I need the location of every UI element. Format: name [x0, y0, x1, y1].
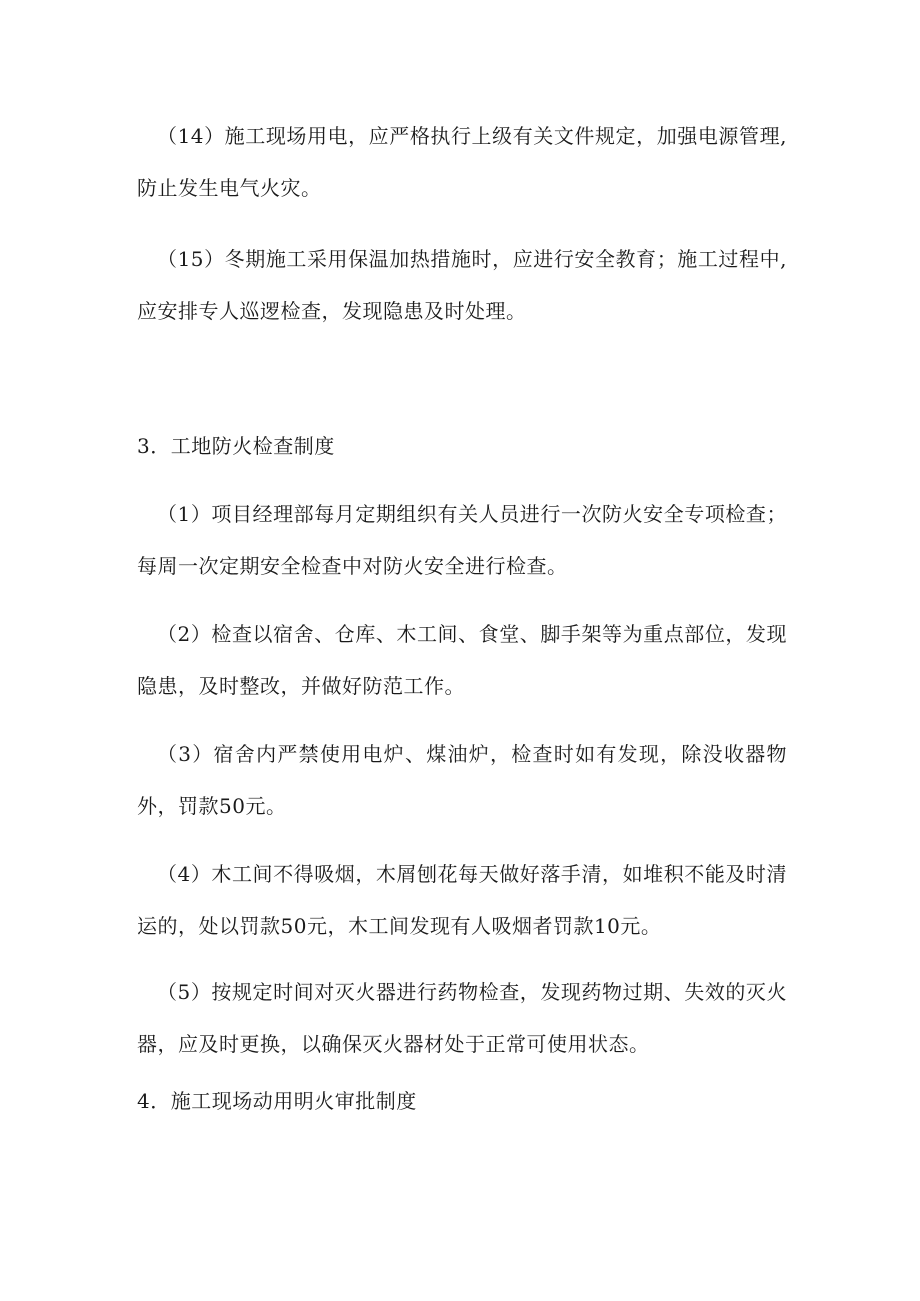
section3-item-1: （1）项目经理部每月定期组织有关人员进行一次防火安全专项检查；每周一次定期安全检查中对防火安全进行检查。: [137, 502, 787, 578]
section3-item-4: （4）木工间不得吸烟，木屑刨花每天做好落手清，如堆积不能及时清运的，处以罚款50元，木工间发现有人吸烟者罚款10元。: [137, 862, 787, 938]
section3-item-5: （5）按规定时间对灭火器进行药物检查，发现药物过期、失效的灭火器，应及时更换，以确保灭火器材处于正常可使用状态。: [137, 980, 787, 1056]
section3-item-2: （2）检查以宿舍、仓库、木工间、食堂、脚手架等为重点部位，发现隐患，及时整改，并做好防范工作。: [137, 622, 787, 698]
paragraph-item-15: （15）冬期施工采用保温加热措施时，应进行安全教育；施工过程中,应安排专人巡逻检查，发现隐患及时处理。: [137, 247, 787, 323]
paragraph-item-14: （14）施工现场用电，应严格执行上级有关文件规定，加强电源管理,防止发生电气火灾。: [137, 124, 787, 200]
section-heading-3: 3．工地防火检查制度: [137, 434, 335, 458]
section-heading-4: 4．施工现场动用明火审批制度: [137, 1089, 417, 1113]
section3-item-3: （3）宿舍内严禁使用电炉、煤油炉，检查时如有发现，除没收器物外，罚款50元。: [137, 742, 787, 818]
